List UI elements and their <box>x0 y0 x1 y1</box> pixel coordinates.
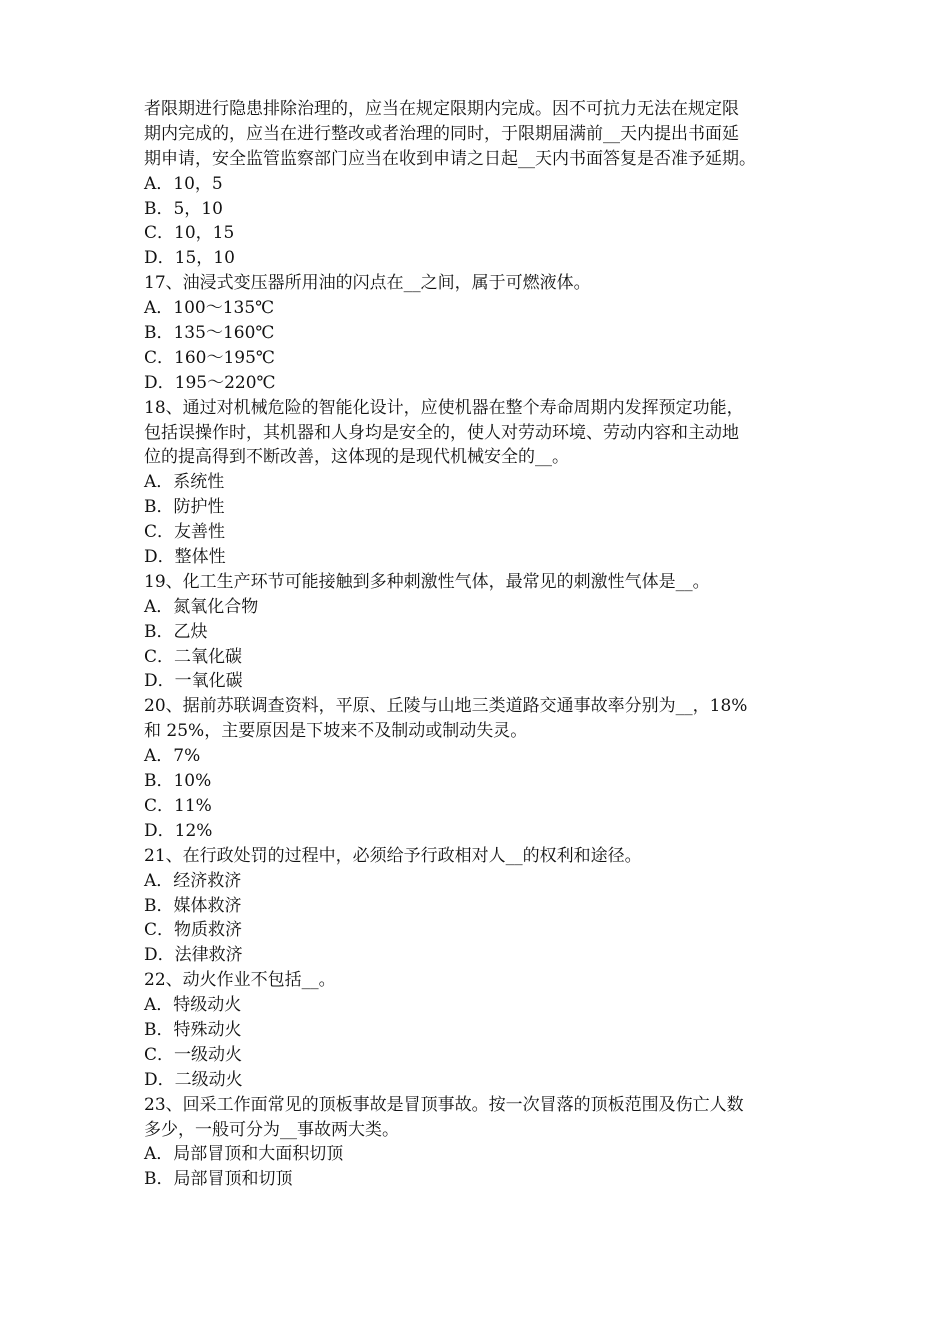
option-line: B．媒体救济 <box>144 895 242 916</box>
option-line: C．一级动火 <box>144 1044 243 1065</box>
option-line: A．局部冒顶和大面积切顶 <box>144 1144 344 1165</box>
text-line: 期申请，安全监管监察部门应当在收到申请之日起__天内书面答复是否准予延期。 <box>144 148 756 169</box>
question-line: 多少，一般可分为__事故两大类。 <box>144 1119 399 1140</box>
question-line: 19、化工生产环节可能接触到多种刺激性气体，最常见的刺激性气体是__。 <box>144 571 710 592</box>
option-line: B．5，10 <box>144 198 223 219</box>
option-line: B．特殊动火 <box>144 1019 242 1040</box>
option-line: D．法律救济 <box>144 945 243 966</box>
question-line: 位的提高得到不断改善，这体现的是现代机械安全的__。 <box>144 447 569 468</box>
option-line: A．特级动火 <box>144 995 242 1016</box>
question-line: 21、在行政处罚的过程中，必须给予行政相对人__的权利和途径。 <box>144 845 642 866</box>
question-line: 22、动火作业不包括__。 <box>144 970 336 991</box>
text-line: 期内完成的，应当在进行整改或者治理的同时，于限期届满前__天内提出书面延 <box>144 123 739 144</box>
option-line: D．15，10 <box>144 248 235 269</box>
option-line: B．防护性 <box>144 497 225 518</box>
question-line: 包括误操作时，其机器和人身均是安全的，使人对劳动环境、劳动内容和主动地 <box>144 422 739 443</box>
option-line: C．物质救济 <box>144 920 243 941</box>
option-line: C．160～195℃ <box>144 347 275 368</box>
question-line: 17、油浸式变压器所用油的闪点在__之间，属于可燃液体。 <box>144 273 591 294</box>
option-line: A．10，5 <box>144 173 223 194</box>
question-line: 和 25%，主要原因是下坡来不及制动或制动失灵。 <box>144 721 528 742</box>
document-page <box>144 97 824 1192</box>
option-line: C．友善性 <box>144 522 226 543</box>
option-line: A．经济救济 <box>144 870 242 891</box>
option-line: B．乙炔 <box>144 621 208 642</box>
option-line: D．195～220℃ <box>144 372 276 393</box>
option-line: D．整体性 <box>144 547 226 568</box>
option-line: C．二氧化碳 <box>144 646 243 667</box>
option-line: C．11% <box>144 795 212 816</box>
question-line: 18、通过对机械危险的智能化设计，应使机器在整个寿命周期内发挥预定功能， <box>144 397 744 418</box>
option-line: B．135～160℃ <box>144 323 275 344</box>
option-line: C．10，15 <box>144 223 235 244</box>
option-line: D．一氧化碳 <box>144 671 243 692</box>
option-line: A．100～135℃ <box>144 298 275 319</box>
option-line: D．二级动火 <box>144 1069 243 1090</box>
option-line: B．局部冒顶和切顶 <box>144 1169 293 1190</box>
text-line: 者限期进行隐患排除治理的，应当在规定限期内完成。因不可抗力无法在规定限 <box>144 99 739 119</box>
question-line: 20、据前苏联调查资料，平原、丘陵与山地三类道路交通事故率分别为__，18% <box>144 696 748 717</box>
option-line: D．12% <box>144 820 213 841</box>
question-line: 23、回采工作面常见的顶板事故是冒顶事故。按一次冒落的顶板范围及伤亡人数 <box>144 1094 744 1115</box>
option-line: A．系统性 <box>144 472 225 493</box>
option-line: A．7% <box>144 746 201 767</box>
option-line: A．氮氧化合物 <box>144 596 259 617</box>
option-line: B．10% <box>144 771 212 792</box>
